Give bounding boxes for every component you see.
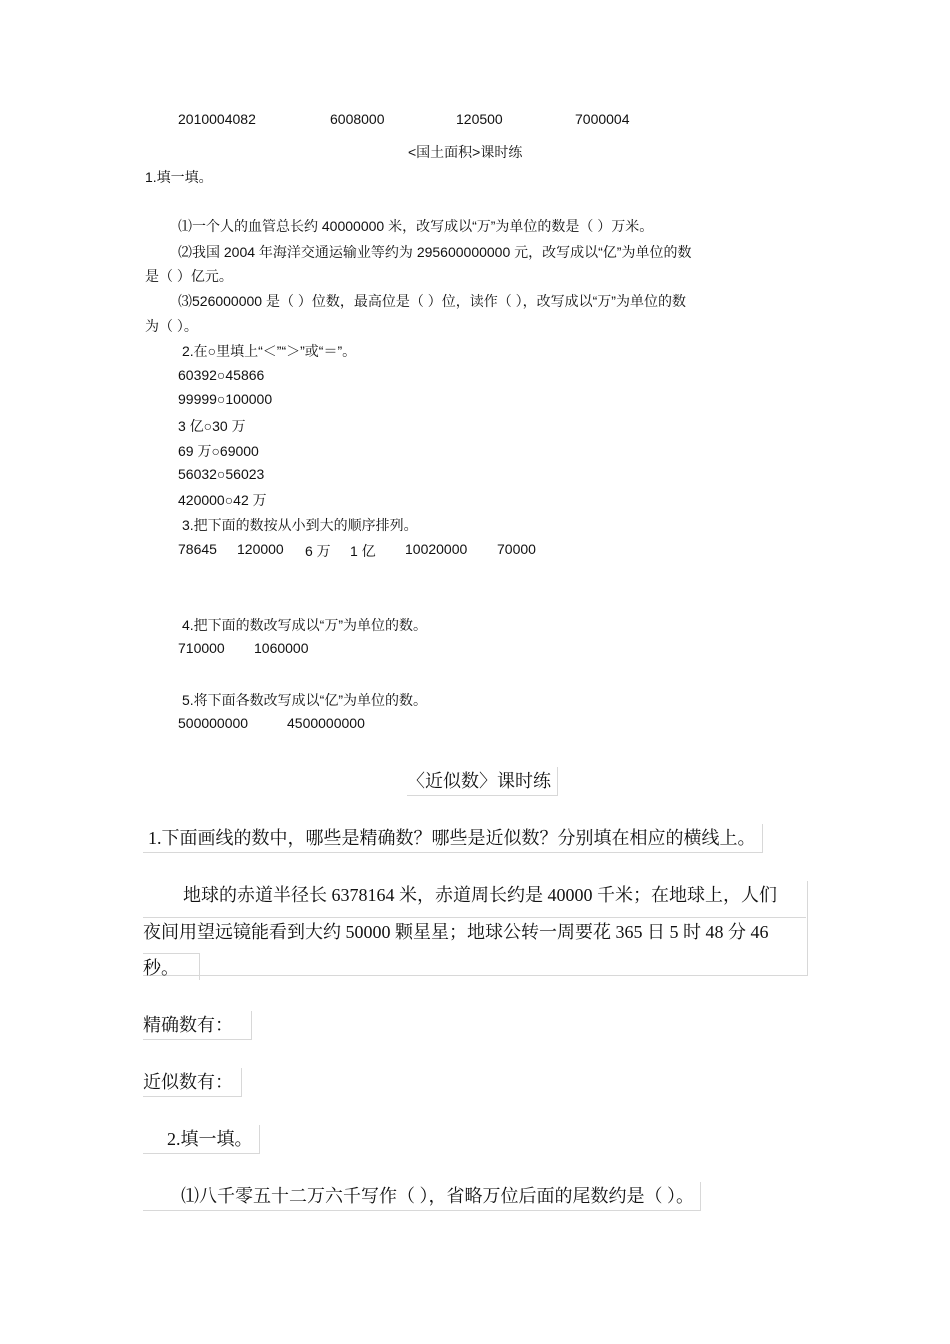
number-item: 6 万 xyxy=(305,543,331,559)
number-item: 500000000 xyxy=(178,715,249,731)
question-item: ⑶526000000 是（ ）位数，最高位是（ ）位，读作（ ），改写成以“万”为单位的数 xyxy=(178,293,686,309)
number-item: 120000 xyxy=(237,541,284,557)
section-title: 〈近似数〉课时练 xyxy=(407,767,558,796)
top-number: 2010004082 xyxy=(178,111,256,127)
question-item: ⑵我国 2004 年海洋交通运输业等约为 295600000000 元，改写成以“亿”为单位的数 xyxy=(178,244,692,260)
question-heading: 5.将下面各数改写成以“亿”为单位的数。 xyxy=(182,692,427,708)
number-item: 70000 xyxy=(497,541,536,557)
question-item: ⑴一个人的血管总长约 40000000 米，改写成以“万”为单位的数是（ ）万米。 xyxy=(178,218,654,234)
question-heading: 3.把下面的数按从小到大的顺序排列。 xyxy=(182,517,418,533)
passage-box xyxy=(143,881,808,976)
comparison-item: 3 亿○30 万 xyxy=(178,418,246,434)
question-heading: 1.下面画线的数中，哪些是精确数？哪些是近似数？分别填在相应的横线上。 xyxy=(143,824,763,853)
number-item: 710000 xyxy=(178,640,225,656)
comparison-item: 99999○100000 xyxy=(178,391,273,407)
comparison-item: 60392○45866 xyxy=(178,367,265,383)
question-item: ⑴八千零五十二万六千写作（ ），省略万位后面的尾数约是（ ）。 xyxy=(143,1182,701,1211)
passage-line: 夜间用望远镜能看到大约 50000 颗星星；地球公转一周要花 365 日 5 时 48 分 46 xyxy=(143,917,806,944)
section-title: <国土面积>课时练 xyxy=(408,144,523,160)
comparison-item: 69 万○69000 xyxy=(178,443,259,459)
question-heading: 2.填一填。 xyxy=(143,1125,260,1154)
number-item: 10020000 xyxy=(405,541,468,557)
exact-numbers-label: 精确数有： xyxy=(143,1011,252,1040)
approx-numbers-label: 近似数有： xyxy=(143,1068,242,1097)
number-item: 4500000000 xyxy=(287,715,365,731)
question-heading: 2.在○里填上“＜”“＞”或“＝”。 xyxy=(182,343,357,359)
top-number: 6008000 xyxy=(330,111,385,127)
comparison-item: 420000○42 万 xyxy=(178,492,267,508)
number-item: 78645 xyxy=(178,541,217,557)
number-item: 1060000 xyxy=(254,640,309,656)
question-item: 为（ ）。 xyxy=(145,318,198,334)
passage-line: 地球的赤道半径长 6378164 米，赤道周长约是 40000 千米；在地球上，人们 xyxy=(183,885,777,905)
number-item: 1 亿 xyxy=(350,543,376,559)
top-number: 7000004 xyxy=(575,111,630,127)
top-number: 120500 xyxy=(456,111,503,127)
question-item: 是（ ）亿元。 xyxy=(145,268,233,284)
passage-line: 秒。 xyxy=(143,953,200,980)
question-heading: 1.填一填。 xyxy=(145,169,213,185)
comparison-item: 56032○56023 xyxy=(178,466,265,482)
question-heading: 4.把下面的数改写成以“万”为单位的数。 xyxy=(182,617,427,633)
